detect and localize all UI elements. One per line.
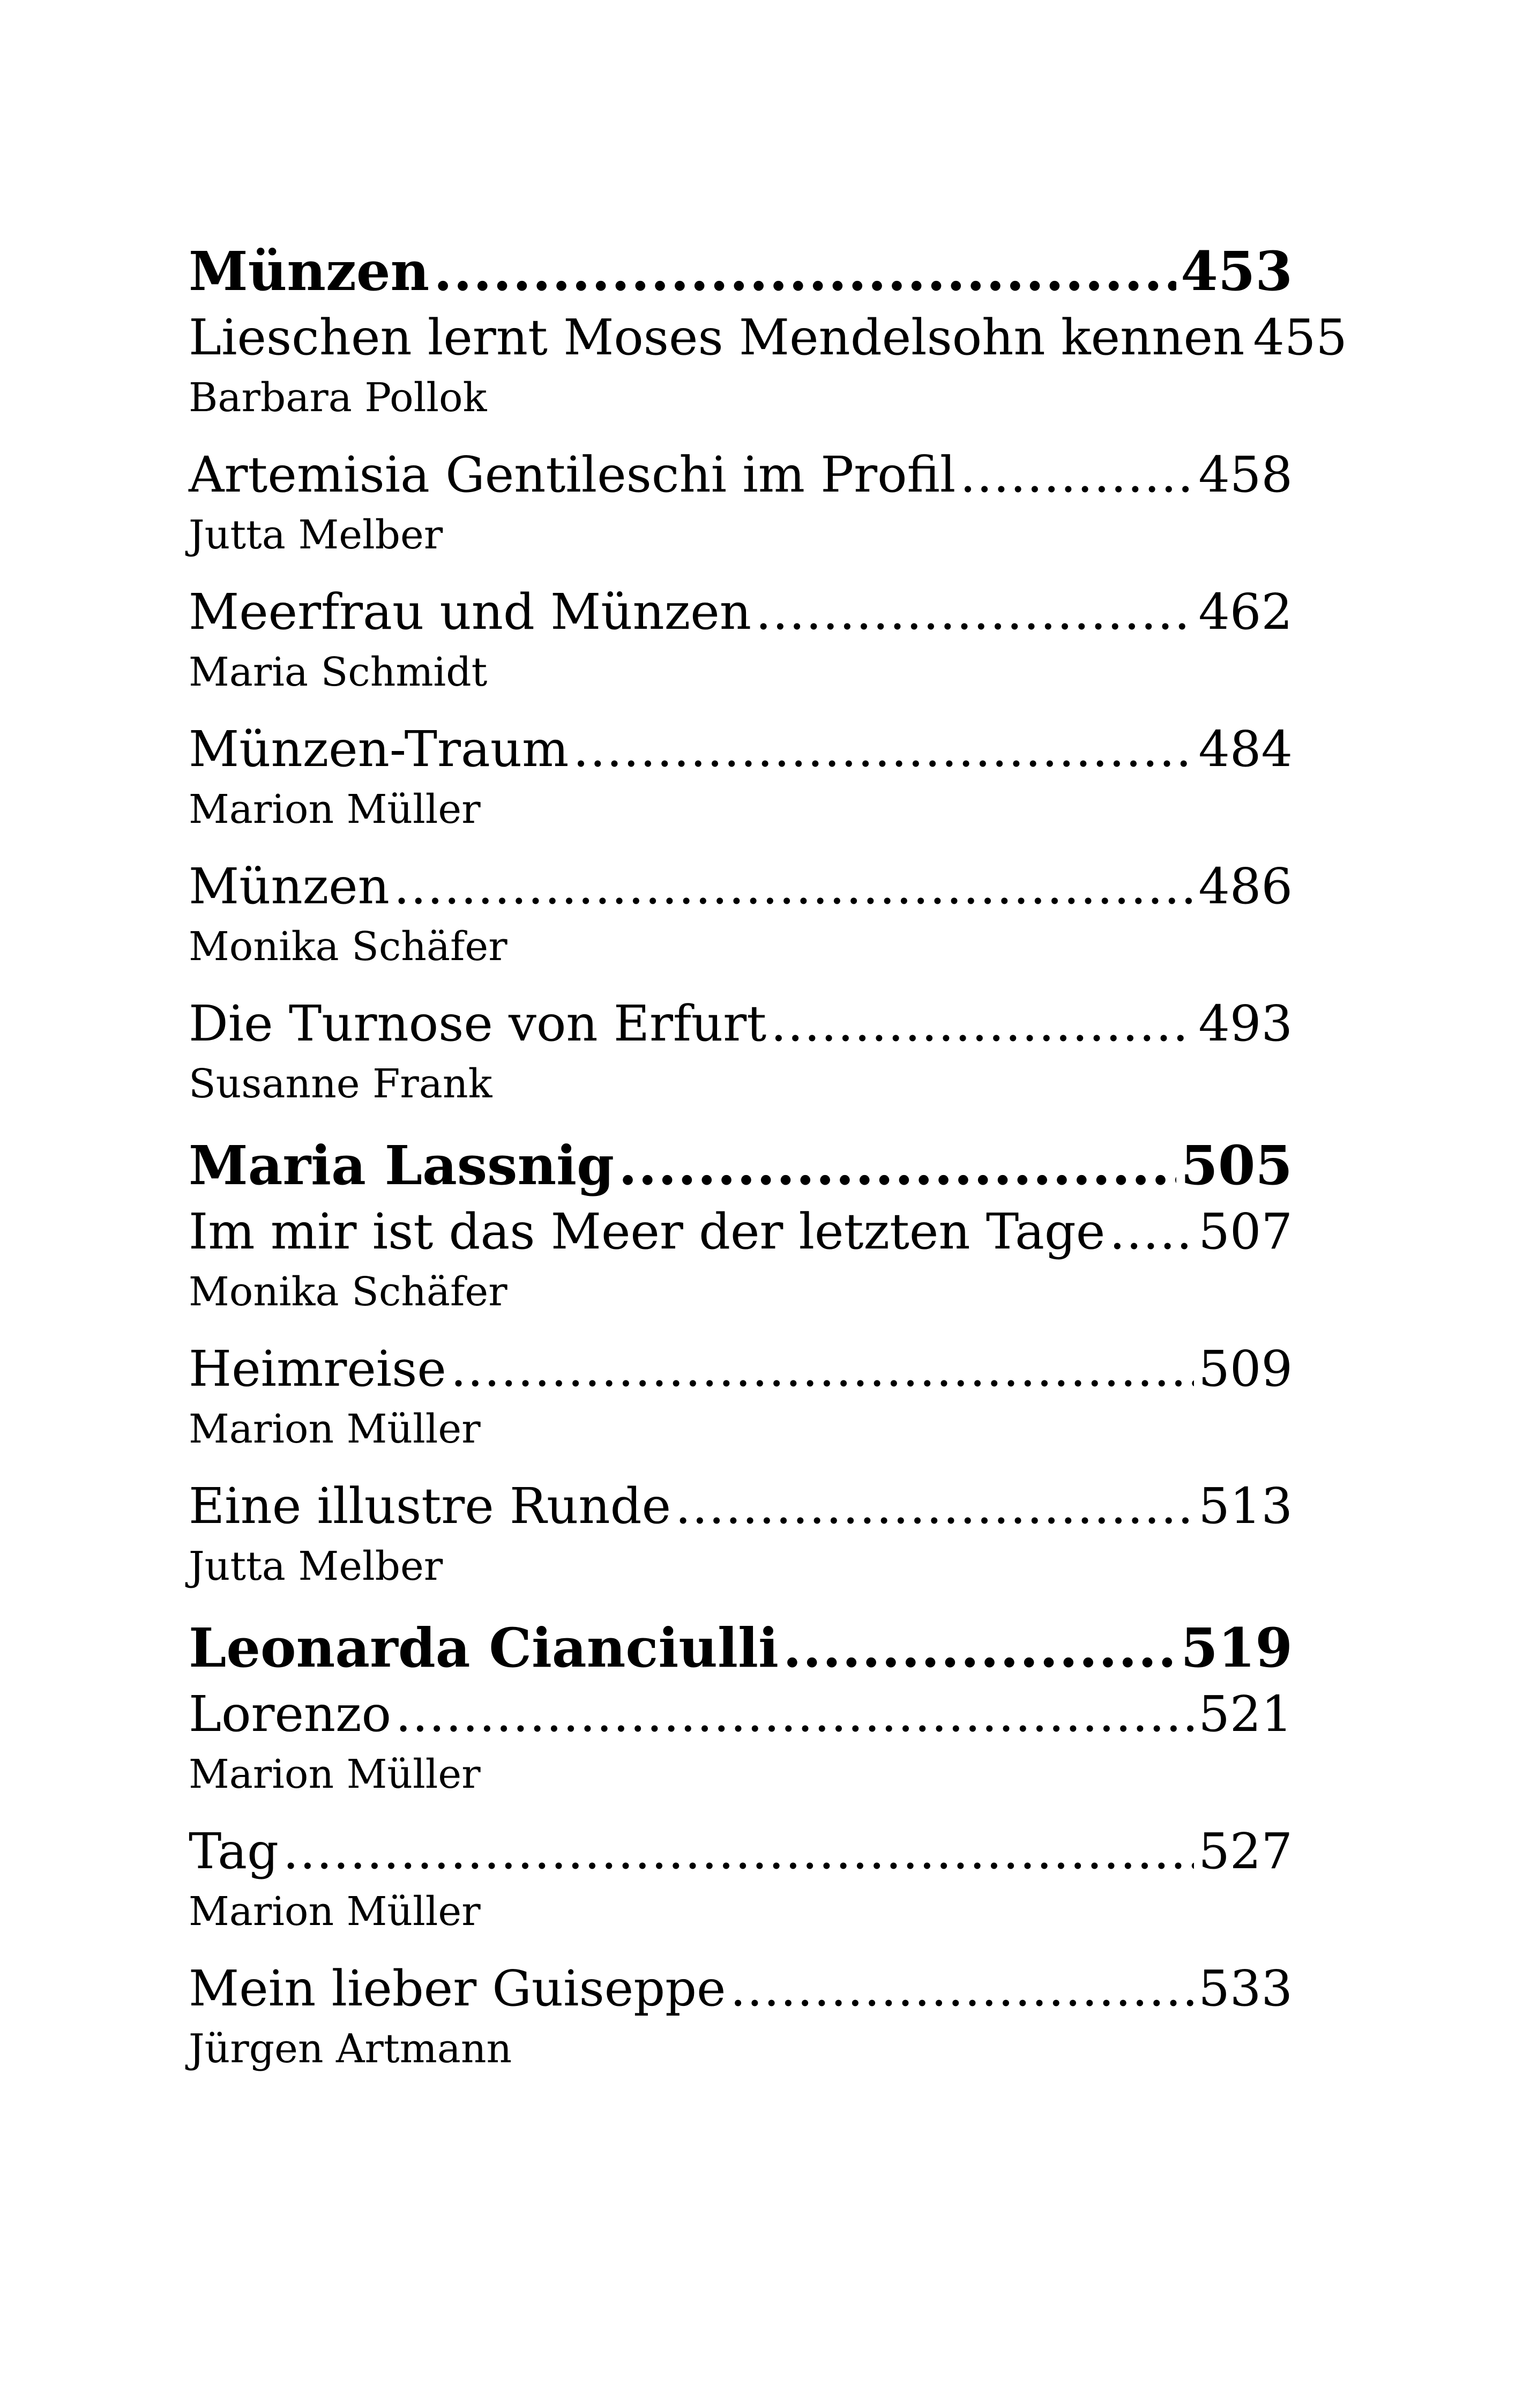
toc-section [189,236,1347,1113]
entry-author: Marion Müller [189,786,481,833]
entry-title: Eine illustre Runde [189,1477,671,1535]
toc-entry[interactable] [189,993,1293,1113]
entry-author: Barbara Pollok [189,375,487,421]
toc-entry[interactable] [189,581,1293,701]
chapter-page-number: 519 [1181,1616,1293,1679]
entry-title: Münzen-Traum [189,720,569,778]
entry-title: Tag [189,1823,279,1880]
dot-leader [730,1958,1194,2020]
entry-author: Jürgen Artmann [189,2026,512,2072]
toc-section [189,1130,1293,1595]
toc-entry[interactable] [189,444,1293,564]
entry-title: Im mir ist das Meer der letzten Tage [189,1203,1106,1260]
entry-author: Jutta Melber [189,1543,443,1589]
entry-author: Susanne Frank [189,1061,492,1107]
dot-leader [394,856,1194,918]
table-of-contents [189,236,1347,2095]
entry-author: Marion Müller [189,1889,481,1935]
entry-page-number: 507 [1198,1203,1293,1260]
dot-leader [434,236,1176,307]
entry-author: Marion Müller [189,1406,481,1452]
chapter-page-number: 505 [1181,1134,1293,1197]
chapter-heading[interactable] [189,236,1293,307]
entry-page-number: 509 [1198,1340,1293,1398]
toc-entry[interactable] [189,1201,1293,1321]
toc-entry[interactable] [189,1475,1293,1595]
dot-leader [451,1338,1194,1400]
entry-author: Monika Schäfer [189,1269,507,1315]
chapter-heading[interactable] [189,1130,1293,1201]
toc-entry[interactable] [189,856,1293,976]
toc-entry[interactable] [189,307,1347,427]
chapter-page-number: 453 [1181,240,1293,303]
entry-title: Heimreise [189,1340,446,1398]
dot-leader [395,1683,1194,1745]
dot-leader [283,1820,1194,1883]
dot-leader [771,993,1194,1055]
entry-author: Maria Schmidt [189,649,488,695]
toc-entry[interactable] [189,1683,1293,1803]
chapter-title: Maria Lassnig [189,1134,615,1197]
entry-title: Lorenzo [189,1685,392,1743]
entry-page-number: 484 [1198,720,1293,778]
toc-entry[interactable] [189,718,1293,838]
entry-title: Die Turnose von Erfurt [189,995,767,1052]
entry-page-number: 521 [1198,1685,1293,1743]
dot-leader [675,1475,1194,1537]
entry-author: Monika Schäfer [189,924,507,970]
entry-title: Mein lieber Guiseppe [189,1960,726,2017]
toc-entry[interactable] [189,1338,1293,1458]
entry-page-number: 455 [1253,309,1347,366]
entry-page-number: 462 [1198,583,1293,641]
entry-page-number: 486 [1198,858,1293,915]
dot-leader [960,444,1194,506]
chapter-title: Münzen [189,240,430,303]
dot-leader [1109,1201,1194,1263]
chapter-title: Leonarda Cianciulli [189,1616,779,1679]
dot-leader [618,1130,1176,1201]
entry-author: Jutta Melber [189,512,443,558]
entry-title: Artemisia Gentileschi im Profil [189,446,956,503]
dot-leader [756,581,1194,643]
entry-author: Marion Müller [189,1751,481,1797]
dot-leader [573,718,1194,781]
entry-page-number: 493 [1198,995,1293,1052]
entry-page-number: 458 [1198,446,1293,503]
toc-entry[interactable] [189,1958,1293,2078]
entry-page-number: 527 [1198,1823,1293,1880]
toc-entry[interactable] [189,1820,1293,1941]
entry-page-number: 513 [1198,1477,1293,1535]
toc-section [189,1612,1293,2078]
dot-leader [783,1612,1176,1683]
entry-page-number: 533 [1198,1960,1293,2017]
entry-title: Meerfrau und Münzen [189,583,751,641]
chapter-heading[interactable] [189,1612,1293,1683]
entry-title: Münzen [189,858,390,915]
entry-title: Lieschen lernt Moses Mendelsohn kennen [189,309,1245,366]
